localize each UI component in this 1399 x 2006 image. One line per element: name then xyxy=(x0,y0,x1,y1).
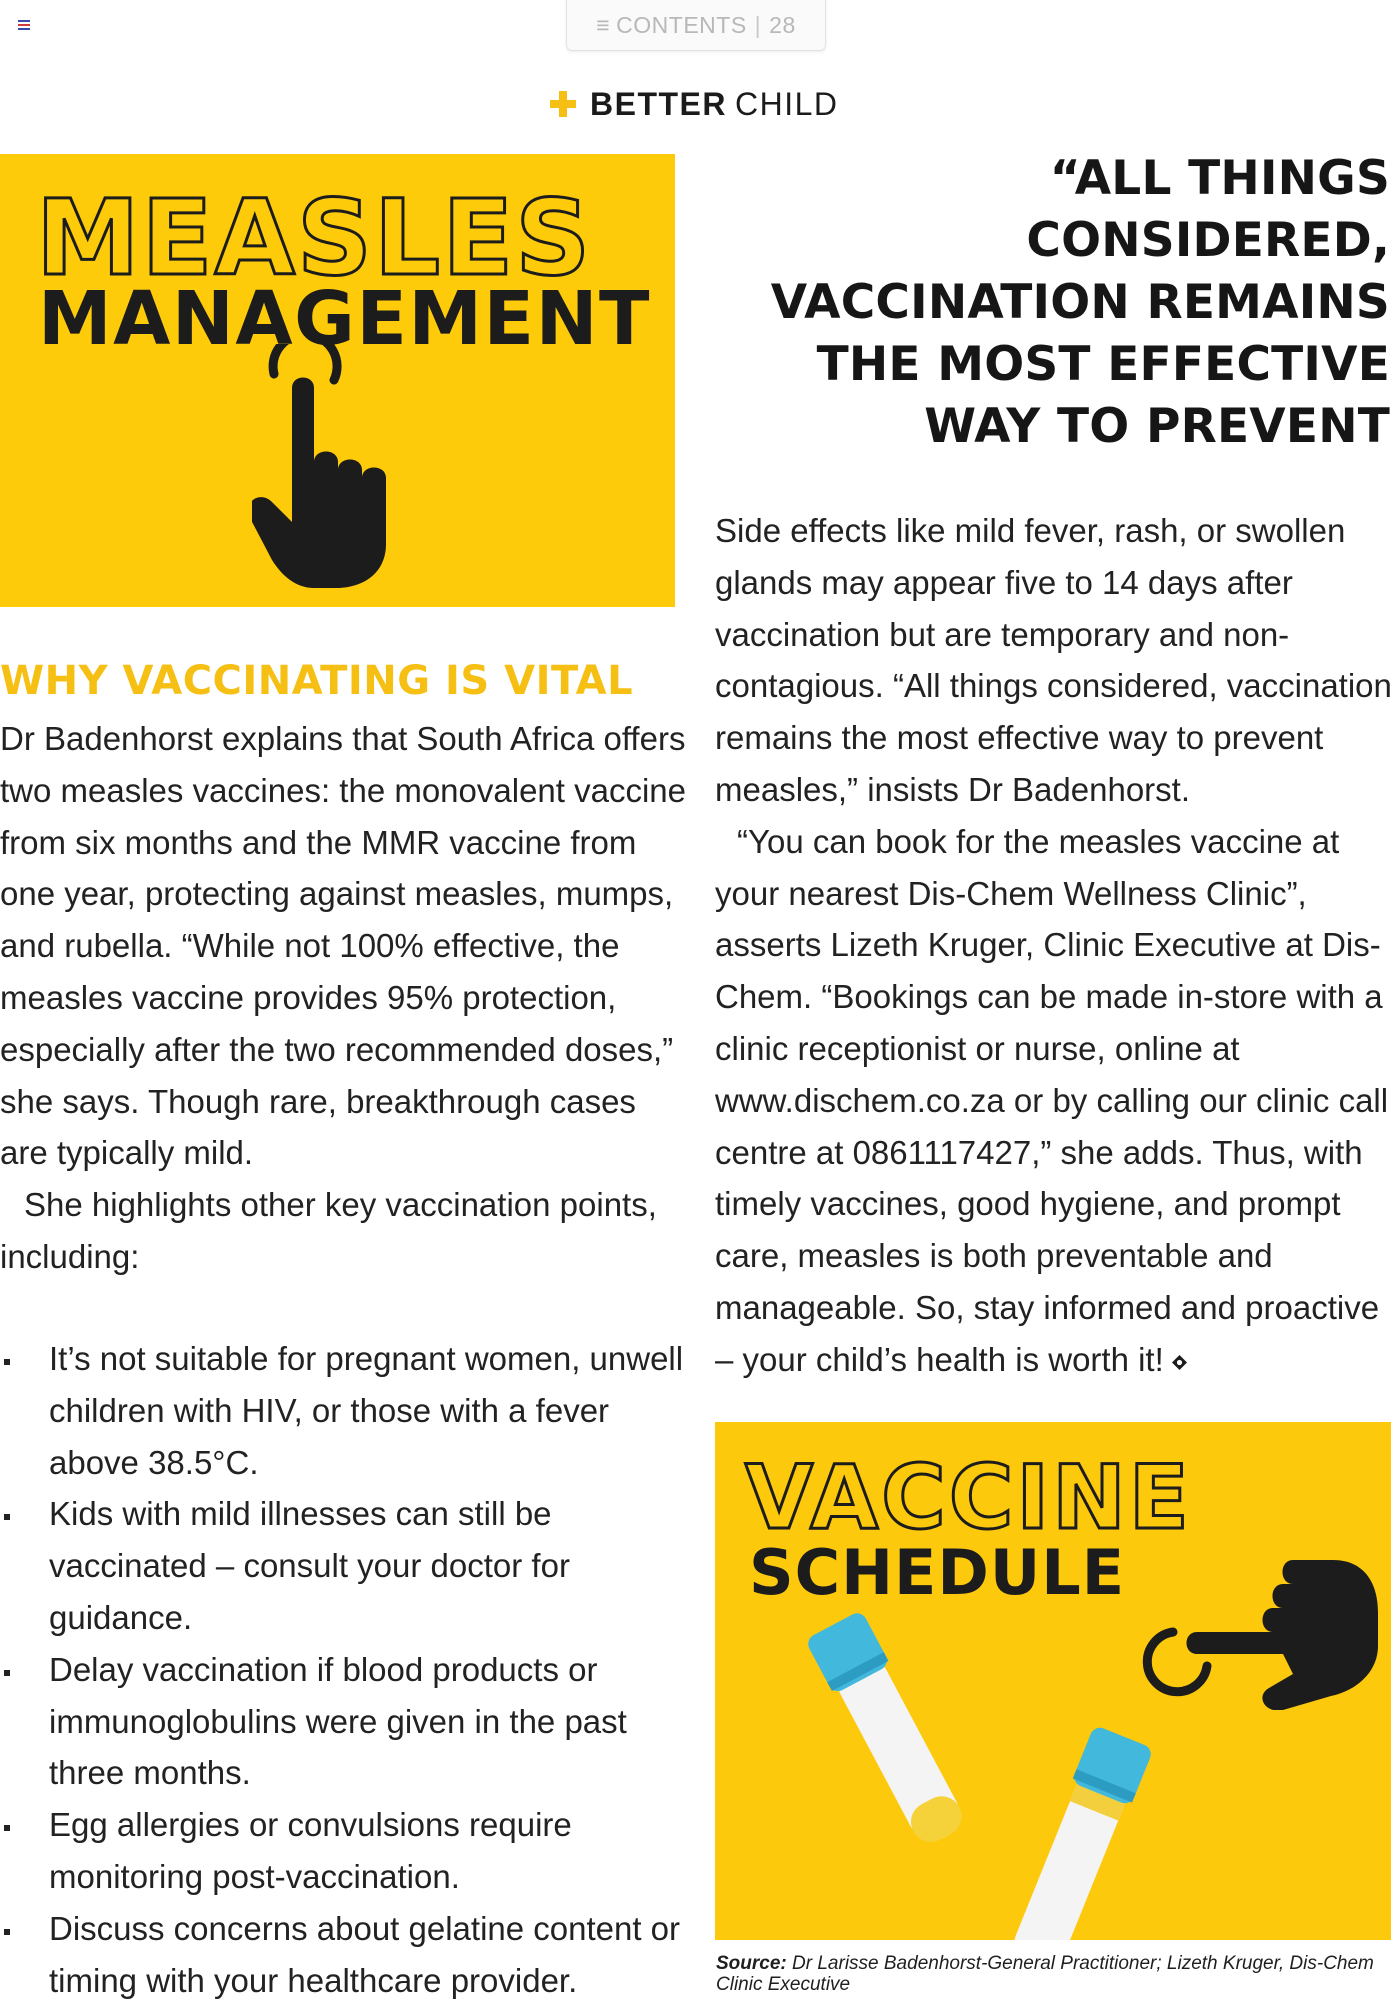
pull-quote-line: “ALL THINGS xyxy=(1049,151,1390,206)
paragraph-with-end-mark xyxy=(715,816,1399,1386)
paragraph: “You can book for the measles vaccine at your nearest Dis-Chem Wellness Clinic”, asserts Lizeth Kruger, Clinic Executive at Dis-Chem. “Bookings can be made in-store with a clinic receptionist or nurse, online at www.dischem.co.za or by calling our clinic call centre at 0861117427,” she adds. Thus, with timely vaccines, good hygiene, and prompt care, measles is both preventable and manageable. So, stay informed and proactive – your child’s health is worth it! xyxy=(715,822,1389,1378)
list-item-text: Egg allergies or convulsions require monitoring post-vaccination. xyxy=(49,1806,572,1895)
divider: | xyxy=(754,11,762,38)
list-icon: ≡ xyxy=(596,11,611,38)
contents-label: CONTENTS xyxy=(616,11,747,38)
source-label: Source: xyxy=(716,1953,787,1974)
list-item-text: Delay vaccination if blood products or immunoglobulins were given in the past three months. xyxy=(49,1650,627,1792)
source-text: Dr Larisse Badenhorst-General Practitioner; Lizeth Kruger, Dis-Chem Clinic Executive xyxy=(716,1953,1374,1995)
plus-cross-icon xyxy=(550,91,576,117)
measles-management-banner xyxy=(0,154,675,607)
paragraph: Side effects like mild fever, rash, or swollen glands may appear five to 14 days after vaccination but are temporary and non-contagious. “All things considered, vaccination remains the most effective way to prevent measles,” insists Dr Badenhorst. xyxy=(715,512,1392,808)
pull-quote-line: VACCINATION REMAINS xyxy=(770,275,1390,330)
menu-icon[interactable] xyxy=(18,20,30,30)
section-label xyxy=(550,84,839,124)
list-item xyxy=(0,1799,690,1903)
list-item xyxy=(0,1333,690,1488)
pointer-hand-icon xyxy=(252,344,432,589)
pull-quote-line: THE MOST EFFECTIVE xyxy=(816,337,1390,392)
banner-title-outline: MEASLES xyxy=(36,177,593,299)
list-item xyxy=(0,1903,690,2006)
pull-quote xyxy=(740,148,1390,458)
banner-title-solid: MANAGEMENT xyxy=(38,276,651,362)
section-heading: WHY VACCINATING IS VITAL xyxy=(0,658,634,704)
pull-quote-line: WAY TO PREVENT xyxy=(924,399,1390,454)
bullet-icon xyxy=(4,1359,10,1365)
left-column-body xyxy=(0,713,690,1283)
source-credit xyxy=(716,1953,1396,1995)
pointing-hand-icon xyxy=(1133,1550,1378,1710)
list-item-text: Discuss concerns about gelatine content or timing with your healthcare provider. xyxy=(49,1909,681,1999)
banner-title-outline: VACCINE xyxy=(745,1446,1192,1549)
list-item xyxy=(0,1488,690,1643)
list-item-text: It’s not suitable for pregnant women, unwell children with HIV, or those with a fever above 38.5°C. xyxy=(49,1340,684,1481)
pull-quote-line: CONSIDERED, xyxy=(1026,213,1390,268)
end-mark-icon xyxy=(1172,1355,1187,1370)
paragraph: Dr Badenhorst explains that South Africa offers two measles vaccines: the monovalent vaccine from six months and the MMR vaccine from one year, protecting against measles, mumps, and rubella. “While not 100% effective, the measles vaccine provides 95% protection, especially after the two recommended doses,” she says. Though rare, breakthrough cases are typically mild. xyxy=(0,720,687,1172)
paragraph: She highlights other key vaccination points, including: xyxy=(0,1186,657,1275)
vaccination-points-list xyxy=(0,1333,690,2006)
banner-title-solid: SCHEDULE xyxy=(749,1536,1126,1609)
list-item xyxy=(0,1644,690,1799)
bullet-icon xyxy=(4,1670,10,1676)
contents-button[interactable] xyxy=(566,0,826,51)
section-label-bold: BETTER xyxy=(590,85,727,122)
bullet-icon xyxy=(4,1825,10,1831)
list-item-text: Kids with mild illnesses can still be vaccinated – consult your doctor for guidance. xyxy=(49,1495,570,1636)
section-label-light: CHILD xyxy=(735,85,839,122)
bullet-icon xyxy=(4,1929,10,1935)
vaccine-schedule-banner xyxy=(715,1422,1391,1940)
bullet-icon xyxy=(4,1514,10,1520)
right-column-body xyxy=(715,505,1399,1386)
page-number: 28 xyxy=(769,11,796,38)
